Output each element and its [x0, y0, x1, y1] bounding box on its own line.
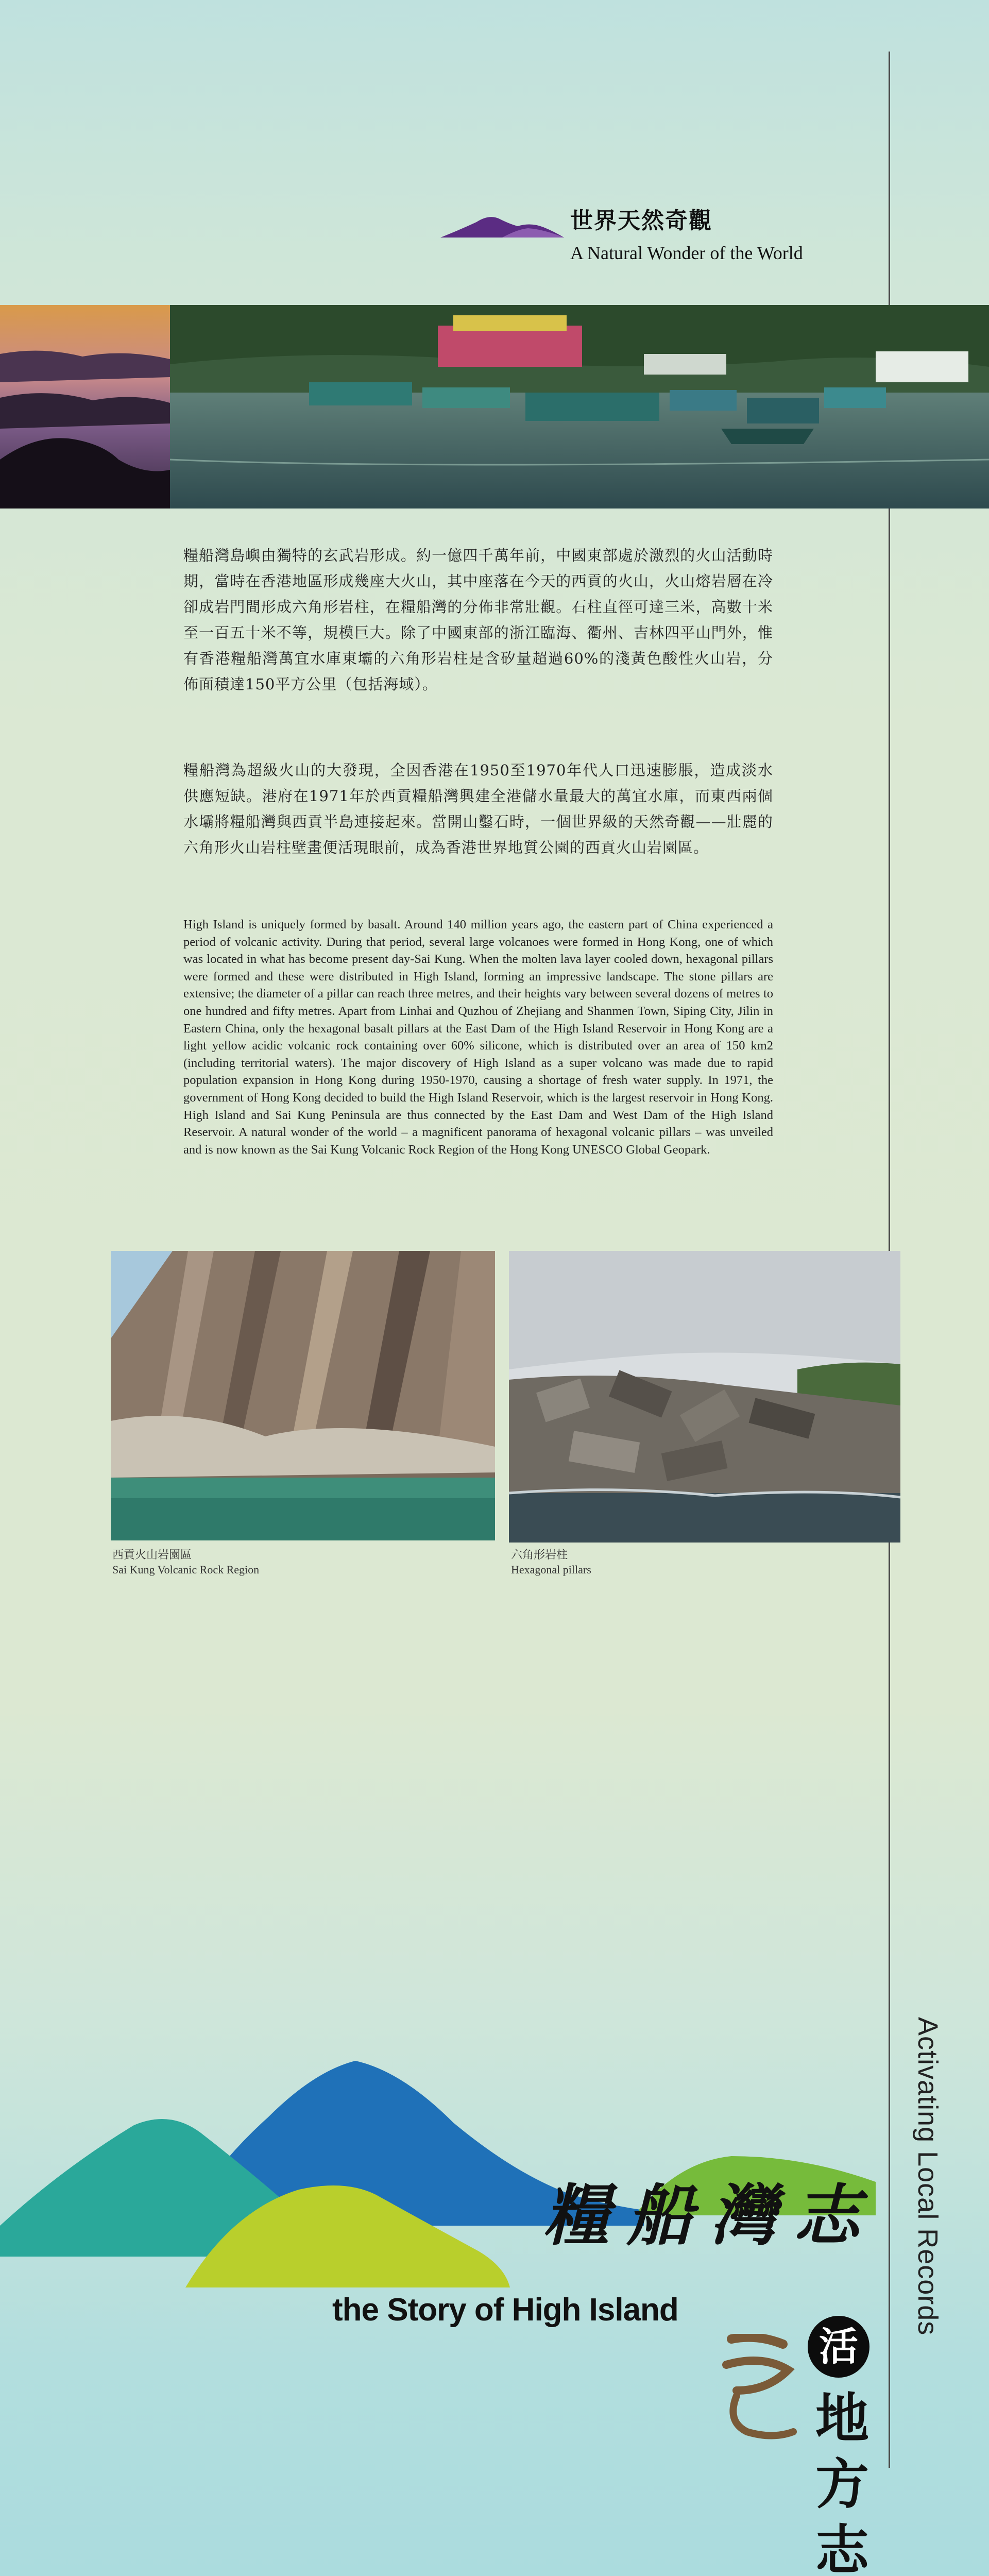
photo-caption-2	[511, 1547, 591, 1577]
paragraph-en: High Island is uniquely formed by basalt. Around 140 million years ago, the eastern part of China experienced a period of volcanic activity. During that period, several large volcanoes were formed in Hong Kong, one of which was located in what has become present day-Sai Kung. When the molten lava layer cooled down, hexagonal pillars were formed and these were distributed in High Island, forming an impressive landscape. The stone pillars are extensive; the diameter of a pillar can reach three metres, and their heights vary between several dozens of metres to one hundred and fifty metres. Apart from Linhai and Quzhou of Zhejiang and Shanmen Town, Siping City, Jilin in Eastern China, only the hexagonal basalt pillars at the East Dam of the High Island Reservoir in Hong Kong are a light yellow acidic volcanic rock containing over 60% silicone, which is distributed over an area of 150 km2 (including territorial waters). The major discovery of High Island as a super volcano was made due to rapid population expansion in Hong Kong during 1950-1970, causing a shortage of fresh water supply. In 1971, the government of Hong Kong decided to build the High Island Reservoir, which is the largest reservoir in Hong Kong. High Island and Sai Kung Peninsula are thus connected by the East Dam and West Dam of the High Island Reservoir. A natural wonder of the world – a magnificent panorama of hexagonal volcanic pillars – was unveiled and is now known as the Sai Kung Volcanic Rock Region of the Hong Kong UNESCO Global Geopark.	[183, 918, 773, 1157]
title-calligraphy-text: 糧船灣志	[543, 2177, 878, 2255]
vertical-subtitle: Activating Local Records	[912, 2017, 943, 2336]
section-title-en: A Natural Wonder of the World	[570, 243, 803, 263]
paragraph-cn-2: 糧船灣為超級火山的大發現，全因香港在1950至1970年代人口迅速膨脹，造成淡水供應短缺。港府在1971年於西貢糧船灣興建全港儲水量最大的萬宜水庫，而東西兩個水壩將糧船灣與西貢半島連接起來。當開山鑿石時，一個世界級的天然奇觀——壯麗的六角形火山岩柱壁畫便活現眼前，成為香港世界地質公園的西貢火山岩園區。	[183, 761, 773, 856]
photo-caption-1-en: Sai Kung Volcanic Rock Region	[112, 1563, 260, 1576]
mountain-logo-icon	[440, 209, 564, 240]
photo-caption-2-en: Hexagonal pillars	[511, 1563, 591, 1576]
harbour-banner-photo	[0, 305, 989, 509]
photo-volcanic-rock-region	[111, 1251, 495, 1540]
paragraph-cn-1: 糧船灣島嶼由獨特的玄武岩形成。約一億四千萬年前，中國東部處於激烈的火山活動時期，當時在香港地區形成幾座大火山，其中座落在今天的西貢的火山，火山熔岩層在冷卻成岩門間形成六角形岩柱，在糧船灣的分佈非常壯觀。石柱直徑可達三米，高數十米至一百五十米不等，規模巨大。除了中國東部的浙江臨海、衢州、吉林四平山門外，惟有香港糧船灣萬宜水庫東壩的六角形岩柱是含矽量超過60%的淺黃色酸性火山岩，分佈面積達150平方公里（包括海域）。	[183, 547, 773, 693]
photo-caption-1	[112, 1547, 259, 1577]
photo-caption-1-cn: 西貢火山岩園區	[112, 1548, 192, 1561]
difangzhi-text: 地方志	[815, 2387, 869, 2576]
huo-circle-badge: 活	[808, 2316, 869, 2378]
swirl-icon	[716, 2334, 798, 2458]
title-en: the Story of High Island	[332, 2292, 678, 2328]
section-title-cn: 世界天然奇觀	[570, 208, 712, 234]
title-calligraphy	[543, 2174, 878, 2257]
photo-caption-2-cn: 六角形岩柱	[511, 1548, 568, 1561]
photo-hexagonal-pillars	[509, 1251, 900, 1543]
